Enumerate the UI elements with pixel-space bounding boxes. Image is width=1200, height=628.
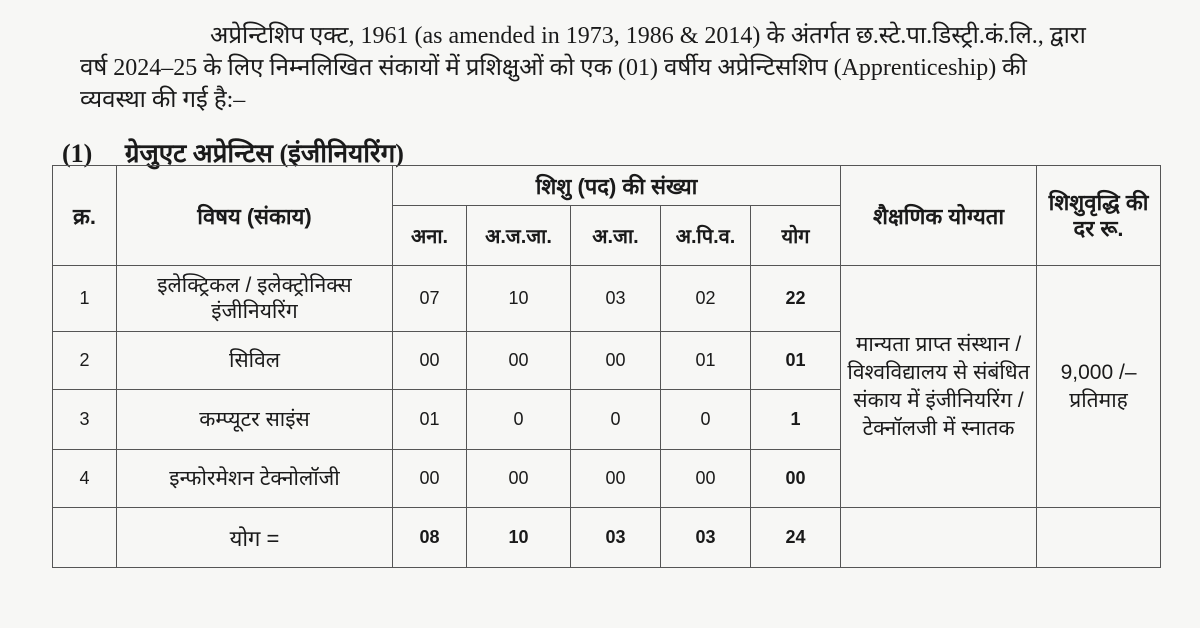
intro-line-2: वर्ष 2024–25 के लिए निम्नलिखित संकायों में प्रशिक्षुओं को एक (01) वर्षीय अप्रेन्टिसशिप (Apprenticeship) की <box>80 55 1027 81</box>
row-value: 00 <box>571 332 661 390</box>
row-value: 02 <box>661 266 751 332</box>
row-value: 00 <box>467 450 571 508</box>
total-value: 03 <box>571 508 661 568</box>
row-subject: सिविल <box>117 332 393 390</box>
row-subject: इन्फोरमेशन टेक्नोलॉजी <box>117 450 393 508</box>
intro-line-3: व्यवस्था की गई है:– <box>80 87 246 113</box>
header-serial: क्र. <box>53 166 117 266</box>
rate-cell <box>1037 266 1161 508</box>
row-total: 22 <box>751 266 841 332</box>
intro-line-1-a: अप्रेन्टिशिप एक्ट, <box>210 23 361 49</box>
table-row <box>53 266 1161 332</box>
row-value: 01 <box>393 390 467 450</box>
apprentice-table <box>52 165 1161 568</box>
row-subject-line2: इंजीनियरिंग <box>211 299 298 323</box>
row-subject: कम्प्यूटर साइंस <box>117 390 393 450</box>
total-value: 03 <box>661 508 751 568</box>
row-subject-line1: इलेक्ट्रिकल / इलेक्ट्रोनिक्स <box>157 273 352 297</box>
row-value: 0 <box>571 390 661 450</box>
row-value: 01 <box>661 332 751 390</box>
rate-value: 9,000 /– <box>1060 360 1137 384</box>
row-value: 0 <box>467 390 571 450</box>
total-label: योग = <box>117 508 393 568</box>
total-empty-cell <box>841 508 1037 568</box>
row-value: 00 <box>393 450 467 508</box>
intro-line-1 <box>80 20 1160 52</box>
header-rate: शिशुवृद्धि की दर रू. <box>1037 166 1161 266</box>
header-cat-total: योग <box>751 206 841 266</box>
total-value: 10 <box>467 508 571 568</box>
total-empty-cell <box>1037 508 1161 568</box>
row-serial: 2 <box>53 332 117 390</box>
row-total: 01 <box>751 332 841 390</box>
section-number: (1) <box>62 139 93 168</box>
row-serial: 3 <box>53 390 117 450</box>
row-value: 00 <box>571 450 661 508</box>
rate-unit: प्रतिमाह <box>1069 388 1128 412</box>
row-serial: 4 <box>53 450 117 508</box>
header-subject: विषय (संकाय) <box>117 166 393 266</box>
row-value: 10 <box>467 266 571 332</box>
total-row <box>53 508 1161 568</box>
row-total: 00 <box>751 450 841 508</box>
row-value: 03 <box>571 266 661 332</box>
total-empty-cell <box>53 508 117 568</box>
intro-line-1-b: 1961 (as amended in 1973, 1986 & 2014) के अंतर्गत छ.स्टे.पा.डिस्ट्री.कं.लि., द्वारा <box>360 23 1086 49</box>
header-qualification: शैक्षणिक योग्यता <box>841 166 1037 266</box>
row-value: 00 <box>661 450 751 508</box>
header-cat-obc: अ.पि.व. <box>661 206 751 266</box>
row-serial: 1 <box>53 266 117 332</box>
qualification-cell: मान्यता प्राप्त संस्थान / विश्वविद्यालय से संबंधित संकाय में इंजीनियरिंग / टेक्नॉलजी में स्नातक <box>841 266 1037 508</box>
row-value: 07 <box>393 266 467 332</box>
total-value: 08 <box>393 508 467 568</box>
row-subject <box>117 266 393 332</box>
intro-paragraph <box>80 20 1160 116</box>
row-total: 1 <box>751 390 841 450</box>
header-cat-st: अ.ज.जा. <box>467 206 571 266</box>
header-cat-sc: अ.जा. <box>571 206 661 266</box>
total-value: 24 <box>751 508 841 568</box>
header-posts-group: शिशु (पद) की संख्या <box>393 166 841 206</box>
header-cat-unreserved: अना. <box>393 206 467 266</box>
row-value: 00 <box>393 332 467 390</box>
row-value: 0 <box>661 390 751 450</box>
row-value: 00 <box>467 332 571 390</box>
section-title: ग्रेजुएट अप्रेन्टिस (इंजीनियरिंग) <box>124 139 404 168</box>
